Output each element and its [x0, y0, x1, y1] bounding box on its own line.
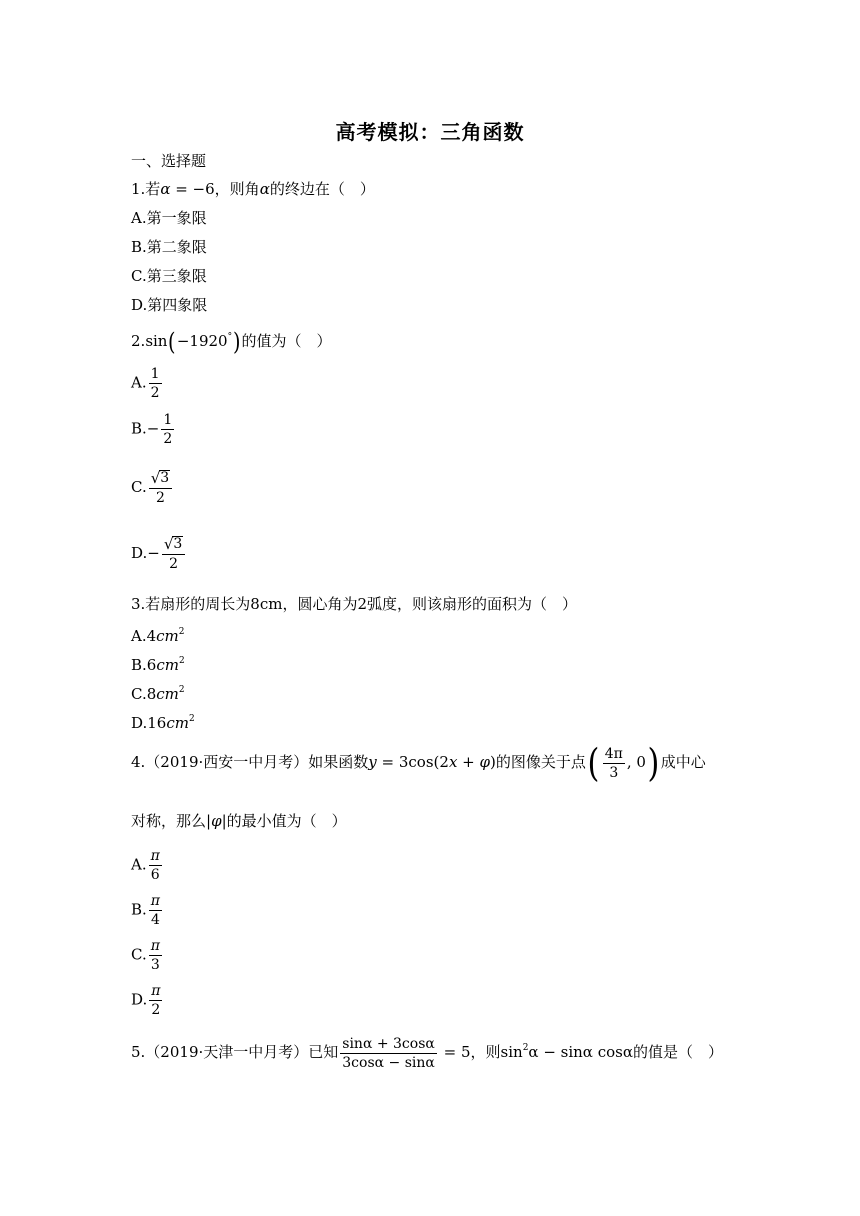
q3-c-label: C.: [131, 685, 147, 703]
q4-close-paren: ): [647, 741, 660, 785]
q5-expr-a: sin: [500, 1043, 523, 1061]
q2-a-fraction: [149, 366, 162, 401]
question-5-stem: [131, 1031, 723, 1071]
q2-a-label: A.: [131, 373, 147, 392]
q4-point-fraction: [603, 746, 625, 781]
sqrt-icon: √ 3: [163, 535, 183, 553]
q3-a-exponent: 2: [178, 627, 185, 637]
q4-mid: 的图像关于点: [495, 753, 586, 771]
q4-phi: φ: [479, 753, 491, 771]
q3-c-unit: cm: [156, 685, 179, 703]
q5-numerator: sinα + 3cosα: [342, 1035, 435, 1052]
q4-func: = 3cos(2: [376, 753, 449, 771]
q4-point-rest: , 0: [626, 753, 646, 771]
q2-open-paren: (: [168, 328, 176, 356]
q4-open-paren: (: [587, 741, 600, 785]
q4-option-a: [131, 848, 164, 883]
q2-d-label: D.: [131, 544, 148, 562]
q2-tail: 的值为（ ）: [241, 332, 332, 350]
q2-d-fraction: [162, 536, 185, 572]
q3-a-unit: cm: [156, 627, 179, 645]
q5-denominator: 3cosα − sinα: [342, 1054, 435, 1071]
q4-y: y: [368, 753, 377, 771]
question-4-stem: [131, 741, 706, 785]
q2-option-b: [131, 412, 176, 447]
q2-option-a: [131, 366, 164, 401]
q4-c-numerator: π: [150, 938, 160, 954]
q4-d-denominator: 2: [151, 1002, 161, 1018]
q4-a-fraction: [149, 848, 162, 883]
q4-d-numerator: π: [151, 983, 161, 999]
q2-option-d: [131, 536, 187, 572]
q4-point-numerator: 4π: [604, 745, 623, 762]
q4-b-numerator: π: [150, 893, 160, 909]
q2-b-label: B.: [131, 419, 147, 438]
q2-d-radicand: 3: [173, 536, 183, 552]
q2-fn: sin: [145, 332, 168, 350]
q4-line2-tail: |的最小值为（ ）: [221, 812, 347, 830]
q2-a-denominator: 2: [150, 385, 160, 401]
q1-mid: ，则角: [214, 180, 260, 198]
q2-option-c: [131, 470, 174, 506]
q4-c-label: C.: [131, 945, 147, 964]
q2-d-denominator: 2: [169, 556, 179, 572]
q3-d-value: 16: [147, 714, 167, 732]
q2-close-paren: ): [233, 328, 241, 356]
q4-option-d: [131, 983, 164, 1018]
q5-expr-exponent: 2: [522, 1043, 529, 1053]
q1-alpha-2: α: [259, 180, 270, 198]
q1-eq: = −6: [170, 180, 215, 198]
q4-d-fraction: [149, 983, 162, 1018]
q4-c-fraction: [149, 938, 162, 973]
q5-mid: ，则: [470, 1043, 501, 1061]
section-heading: 一、选择题: [131, 152, 207, 170]
q1-option-c: C.第三象限: [131, 267, 207, 285]
q2-d-sign: −: [147, 544, 160, 562]
q5-tail: 的值是（ ）: [632, 1043, 723, 1061]
q1-option-a: A.第一象限: [131, 209, 207, 227]
q4-prefix: 4.（2019·西安一中月考）如果函数: [131, 753, 369, 771]
q2-c-label: C.: [131, 478, 147, 496]
q3-option-d: [131, 709, 195, 733]
question-4-stem-line-2: [131, 811, 347, 831]
q4-a-denominator: 6: [150, 867, 160, 883]
q3-option-b: [131, 651, 185, 675]
q1-option-b: B.第二象限: [131, 238, 207, 256]
question-2-stem: [131, 327, 332, 356]
q3-d-unit: cm: [166, 714, 189, 732]
q4-point-denominator: 3: [609, 764, 619, 781]
q4-c-denominator: 3: [150, 957, 160, 973]
q3-a-value: 4: [146, 627, 157, 645]
q4-b-fraction: [149, 893, 162, 928]
q5-fraction: [340, 1036, 437, 1071]
q3-b-unit: cm: [156, 656, 179, 674]
q4-b-denominator: 4: [150, 912, 160, 928]
q4-a-label: A.: [131, 855, 147, 874]
q4-b-label: B.: [131, 900, 147, 919]
q3-option-c: [131, 680, 185, 704]
q3-b-value: 6: [146, 656, 157, 674]
q2-c-denominator: 2: [156, 490, 165, 506]
q4-option-c: [131, 938, 164, 973]
q4-x: x: [448, 753, 458, 771]
q2-c-numerator: [149, 470, 172, 489]
q4-line2-phi: φ: [211, 812, 222, 830]
q3-d-exponent: 2: [188, 714, 195, 724]
q4-a-numerator: π: [150, 848, 160, 864]
q4-line2-pre: 对称，那么|: [131, 812, 212, 830]
q4-d-label: D.: [131, 990, 148, 1009]
q2-b-numerator: 1: [163, 412, 173, 428]
q3-c-exponent: 2: [178, 685, 185, 695]
q2-b-fraction: [161, 412, 174, 447]
q2-a-numerator: 1: [150, 366, 160, 382]
q2-prefix: 2.: [131, 332, 146, 350]
q3-d-label: D.: [131, 714, 148, 732]
q2-b-sign: −: [146, 419, 160, 438]
q2-degree: °: [227, 332, 233, 342]
sqrt-icon: √ 3: [150, 469, 170, 487]
q4-close: ): [490, 753, 496, 771]
q3-c-value: 8: [146, 685, 157, 703]
q5-expr-b: α − sinα cosα: [528, 1043, 633, 1061]
q2-d-numerator: [162, 536, 185, 555]
q3-b-exponent: 2: [178, 656, 185, 666]
page-title: 高考模拟：三角函数: [335, 120, 525, 144]
q3-option-a: [131, 622, 185, 646]
q5-prefix: 5.（2019·天津一中月考）已知: [131, 1043, 339, 1061]
q3-b-label: B.: [131, 656, 147, 674]
q4-option-b: [131, 893, 164, 928]
q1-prefix: 1.若: [131, 180, 161, 198]
q4-plus: +: [457, 753, 480, 771]
q4-tail: 成中心: [660, 753, 706, 771]
q1-tail: 的终边在（ ）: [269, 180, 375, 198]
question-1-stem: [131, 179, 375, 199]
q1-option-d: D.第四象限: [131, 296, 208, 314]
q2-arg: −1920: [176, 332, 228, 350]
q3-a-label: A.: [131, 627, 147, 645]
q5-eq: = 5: [438, 1043, 471, 1061]
q2-c-fraction: [149, 470, 172, 506]
q1-alpha: α: [160, 180, 171, 198]
q2-c-radicand: 3: [160, 470, 170, 486]
question-3-stem: 3.若扇形的周长为8cm，圆心角为2弧度，则该扇形的面积为（ ）: [131, 595, 578, 613]
q2-b-denominator: 2: [163, 431, 173, 447]
